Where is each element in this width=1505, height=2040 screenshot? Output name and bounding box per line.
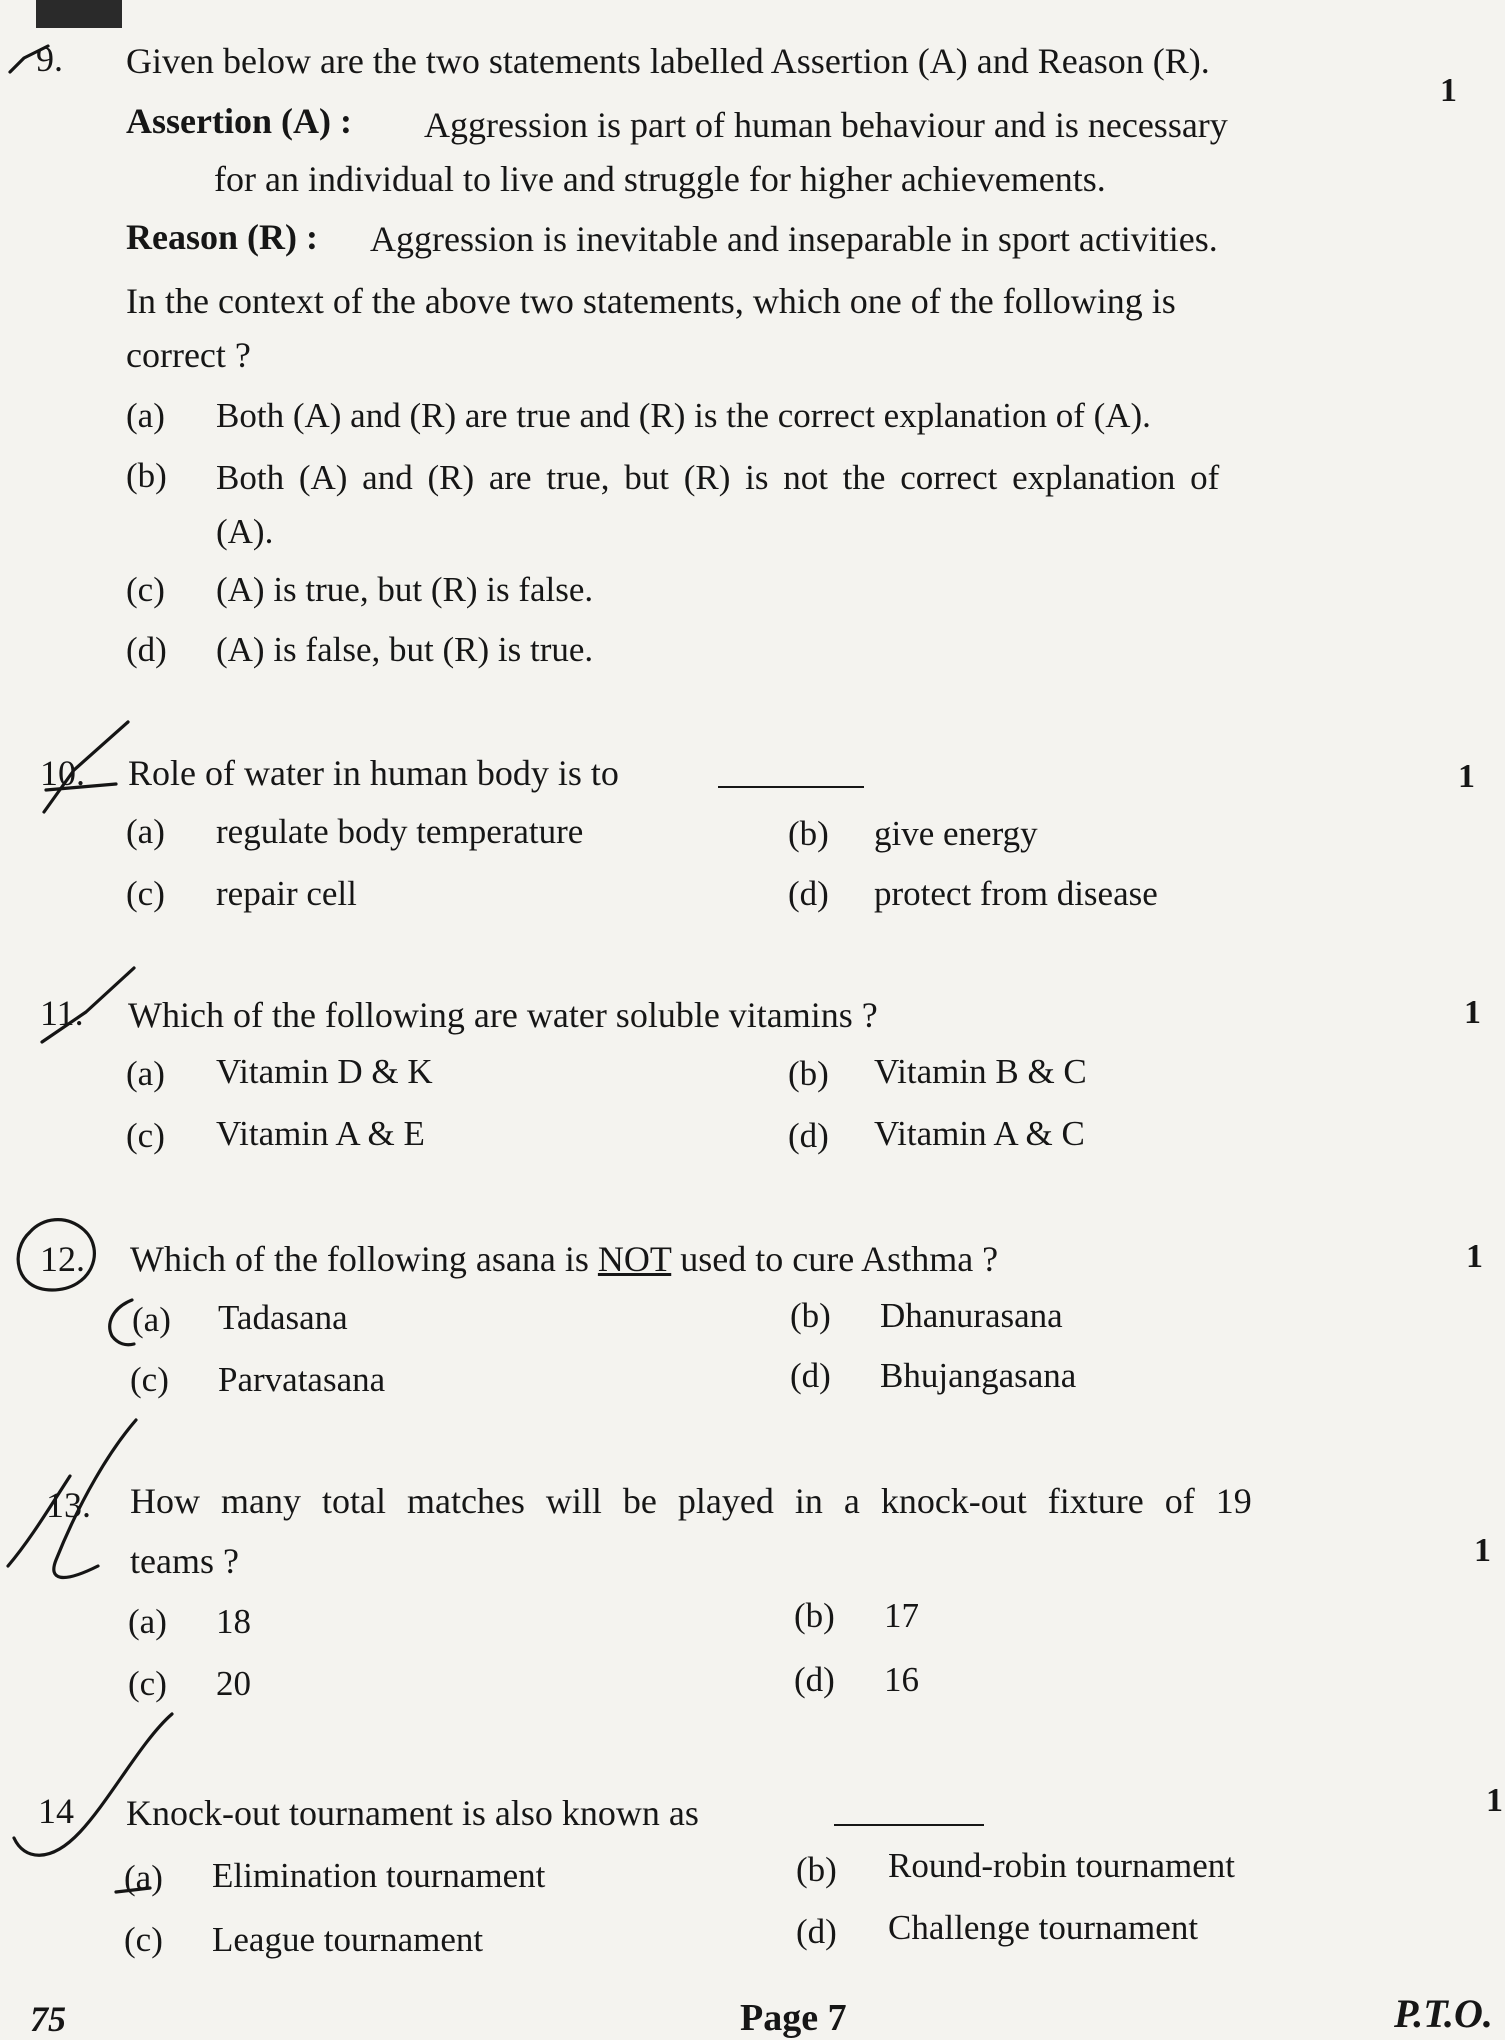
answer-blank (834, 1798, 984, 1826)
assertion-text-line1: Aggression is part of human behaviour and is necessary (424, 105, 1228, 145)
question-number: 14 (38, 1791, 74, 1831)
option-label-c: (c) (126, 570, 165, 609)
option-b-text-line2: (A). (216, 512, 274, 551)
context-line1: In the context of the above two statements, which one of the following is (126, 281, 1176, 321)
option-label-b: (b) (790, 1296, 831, 1335)
question-text-line2: teams ? (130, 1541, 239, 1581)
option-label-d: (d) (788, 1116, 829, 1155)
option-a-text: Vitamin D & K (216, 1052, 433, 1091)
page-number: Page 7 (740, 1997, 847, 2039)
question-text-line1: How many total matches will be played in a knock-out fixture of 19 (130, 1481, 1252, 1521)
footer-left: 75 (30, 1999, 66, 2039)
question-number: 13. (46, 1485, 91, 1525)
option-label-d: (d) (788, 874, 829, 913)
option-label-a: (a) (124, 1858, 163, 1897)
option-c-text: 20 (216, 1664, 251, 1703)
marks: 1 (1464, 994, 1481, 1031)
question-text-before: Which of the following asana is (130, 1239, 589, 1279)
option-b-text: 17 (884, 1596, 919, 1635)
option-label-a: (a) (126, 396, 165, 435)
question-number: 10. (40, 753, 85, 793)
marks: 1 (1466, 1238, 1483, 1275)
option-label-b: (b) (788, 1054, 829, 1093)
option-label-b: (b) (794, 1596, 835, 1635)
option-label-b: (b) (788, 814, 829, 853)
option-b-text: give energy (874, 814, 1038, 853)
context-line2: correct ? (126, 335, 251, 375)
question-text: Which of the following are water soluble vitamins ? (128, 995, 878, 1035)
option-label-a: (a) (126, 1054, 165, 1093)
question-number: 12. (40, 1239, 85, 1279)
option-label-c: (c) (124, 1920, 163, 1959)
option-label-d: (d) (796, 1912, 837, 1951)
option-b-text: Dhanurasana (880, 1296, 1063, 1335)
option-c-text: repair cell (216, 874, 357, 913)
marks: 1 (1458, 758, 1475, 795)
option-label-b: (b) (126, 456, 167, 495)
option-a-text: Both (A) and (R) are true and (R) is the correct explanation of (A). (216, 396, 1151, 435)
option-label-c: (c) (126, 874, 165, 913)
question-number: 9. (36, 39, 63, 79)
option-label-a: (a) (128, 1602, 167, 1641)
option-d-text: protect from disease (874, 874, 1158, 913)
option-a-text: Elimination tournament (212, 1856, 546, 1895)
option-c-text: Parvatasana (218, 1360, 386, 1399)
option-label-a: (a) (126, 812, 165, 851)
option-label-c: (c) (126, 1116, 165, 1155)
assertion-text-line2: for an individual to live and struggle for higher achievements. (214, 159, 1106, 199)
option-c-text: Vitamin A & E (216, 1114, 425, 1153)
marks: 1 (1474, 1532, 1491, 1569)
option-label-d: (d) (794, 1660, 835, 1699)
option-b-text: Vitamin B & C (874, 1052, 1087, 1091)
question-emphasis: NOT (597, 1239, 672, 1279)
reason-label: Reason (R) : (126, 217, 318, 257)
option-label-c: (c) (130, 1360, 169, 1399)
option-label-d: (d) (126, 630, 167, 669)
option-d-text: Bhujangasana (880, 1356, 1077, 1395)
reason-text: Aggression is inevitable and inseparable in sport activities. (370, 219, 1218, 259)
option-label-c: (c) (128, 1664, 167, 1703)
option-label-d: (d) (790, 1356, 831, 1395)
scan-corner-mark (36, 0, 122, 28)
footer-pto: P.T.O. (1394, 1991, 1493, 2036)
question-number: 11. (40, 993, 84, 1033)
option-c-text: League tournament (212, 1920, 484, 1959)
option-label-a: (a) (132, 1300, 171, 1339)
option-a-text: 18 (216, 1602, 251, 1641)
marks: 1 (1440, 72, 1457, 109)
option-d-text: Challenge tournament (888, 1908, 1199, 1947)
assertion-label: Assertion (A) : (126, 101, 352, 141)
option-d-text: (A) is false, but (R) is true. (216, 630, 594, 669)
question-text-after: used to cure Asthma ? (680, 1239, 999, 1279)
option-d-text: 16 (884, 1660, 919, 1699)
option-b-text-line1: Both (A) and (R) are true, but (R) is not the correct explanation of (216, 458, 1220, 497)
marks: 1 (1486, 1782, 1503, 1819)
question-text (130, 1238, 998, 1280)
answer-blank (718, 760, 864, 788)
option-a-text: Tadasana (218, 1298, 348, 1337)
question-text: Knock-out tournament is also known as (126, 1793, 699, 1833)
option-b-text: Round-robin tournament (888, 1846, 1236, 1885)
option-a-text: regulate body temperature (216, 812, 584, 851)
question-text: Role of water in human body is to (128, 753, 619, 793)
question-intro: Given below are the two statements labelled Assertion (A) and Reason (R). (126, 41, 1210, 81)
tick-mark-q14 (14, 1714, 172, 1855)
option-label-b: (b) (796, 1850, 837, 1889)
option-d-text: Vitamin A & C (874, 1114, 1085, 1153)
bracket-mark-q12a (110, 1300, 134, 1345)
option-c-text: (A) is true, but (R) is false. (216, 570, 594, 609)
